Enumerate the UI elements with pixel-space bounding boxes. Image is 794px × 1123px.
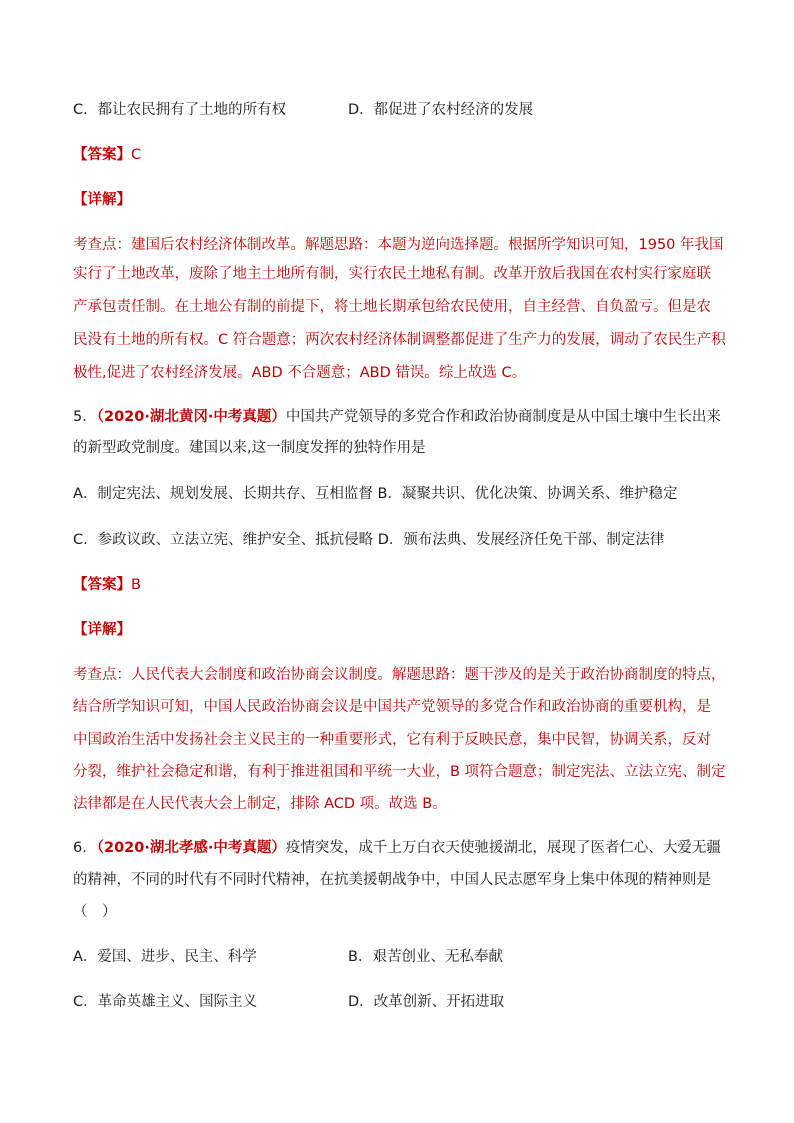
q5-options-cd: C．参政议政、立法立宪、维护安全、抵抗侵略 D．颁布法典、发展经济任免干部、制定法律 [73, 532, 665, 548]
q4-detail-line-3: 产承包责任制。在土地公有制的前提下，将土地长期承包给农民使用，自主经营、自负盈亏。但是农 [73, 299, 711, 315]
answer-tag: 【答案】 [73, 577, 131, 593]
q6-option-d: D．改革创新、开拓进取 [348, 994, 505, 1010]
q4-option-c: C．都让农民拥有了土地的所有权 [73, 102, 287, 118]
q4-option-d: D．都促进了农村经济的发展 [348, 102, 534, 118]
q5-number: 5． [73, 409, 97, 425]
q5-answer [73, 575, 141, 595]
q4-detail-line-1: 考查点：建国后农村经济体制改革。解题思路：本题为逆向选择题。根据所学知识可知，1950 年我国 [73, 237, 724, 253]
q6-source: （2020·湖北孝感·中考真题） [96, 840, 286, 856]
q6-stem-line-3: （ ） [73, 904, 117, 920]
q6-option-a: A．爱国、进步、民主、科学 [73, 949, 257, 965]
q5-detail-line-5: 法律都是在人民代表大会上制定，排除 ACD 项。故选 B。 [73, 796, 447, 812]
q6-stem-line-2: 的精神，不同的时代有不同时代精神，在抗美援朝战争中，中国人民志愿军身上集中体现的精神则是 [73, 872, 711, 888]
q5-detail-line-3: 中国政治生活中发扬社会主义民主的一种重要形式，它有利于反映民意，集中民智，协调关系，反对 [73, 732, 711, 748]
answer-value: C [131, 147, 142, 163]
q6-stem-text-1: 疫情突发，成千上万白衣天使驰援湖北，展现了医者仁心、大爱无疆 [285, 840, 721, 856]
q5-detail-line-4: 分裂，维护社会稳定和谐，有利于推进祖国和平统一大业，B 项符合题意；制定宪法、立法立宪、制定 [73, 764, 726, 780]
q5-detail-line-2: 结合所学知识可知，中国人民政治协商会议是中国共产党领导的多党合作和政治协商的重要机构，是 [73, 699, 711, 715]
detail-tag: 【详解】 [73, 622, 131, 638]
q5-stem-text-1: 中国共产党领导的多党合作和政治协商制度是从中国土壤中生长出来 [285, 409, 721, 425]
detail-tag: 【详解】 [73, 192, 131, 208]
q6-number: 6． [73, 840, 97, 856]
q4-answer [73, 145, 141, 165]
q5-options-ab: A．制定宪法、规划发展、长期共存、互相监督 B．凝聚共识、优化决策、协调关系、维护稳定 [73, 486, 678, 502]
q5-detail-tag [73, 620, 131, 640]
q5-source: （2020·湖北黄冈·中考真题） [96, 409, 286, 425]
q6-option-b: B．艰苦创业、无私奉献 [348, 949, 503, 965]
answer-value: B [131, 577, 141, 593]
answer-tag: 【答案】 [73, 147, 131, 163]
q4-detail-line-5: 极性,促进了农村经济发展。ABD 不合题意；ABD 错误。综上故选 C。 [73, 365, 527, 381]
q5-detail-line-1: 考查点：人民代表大会制度和政治协商会议制度。解题思路：题干涉及的是关于政治协商制度的特点， [73, 667, 726, 683]
q6-option-c: C．革命英雄主义、国际主义 [73, 994, 258, 1010]
q4-detail-line-2: 实行了土地改革，废除了地主土地所有制，实行农民土地私有制。改革开放后我国在农村实行家庭联 [73, 266, 711, 282]
q4-detail-tag [73, 190, 131, 210]
q4-detail-line-4: 民没有土地的所有权。C 符合题意；两次农村经济体制调整都促进了生产力的发展，调动了农民生产积 [73, 332, 726, 348]
q6-stem-line-1 [73, 838, 721, 858]
q5-stem-line-1 [73, 407, 721, 427]
q5-stem-line-2: 的新型政党制度。建国以来,这一制度发挥的独特作用是 [73, 440, 426, 456]
